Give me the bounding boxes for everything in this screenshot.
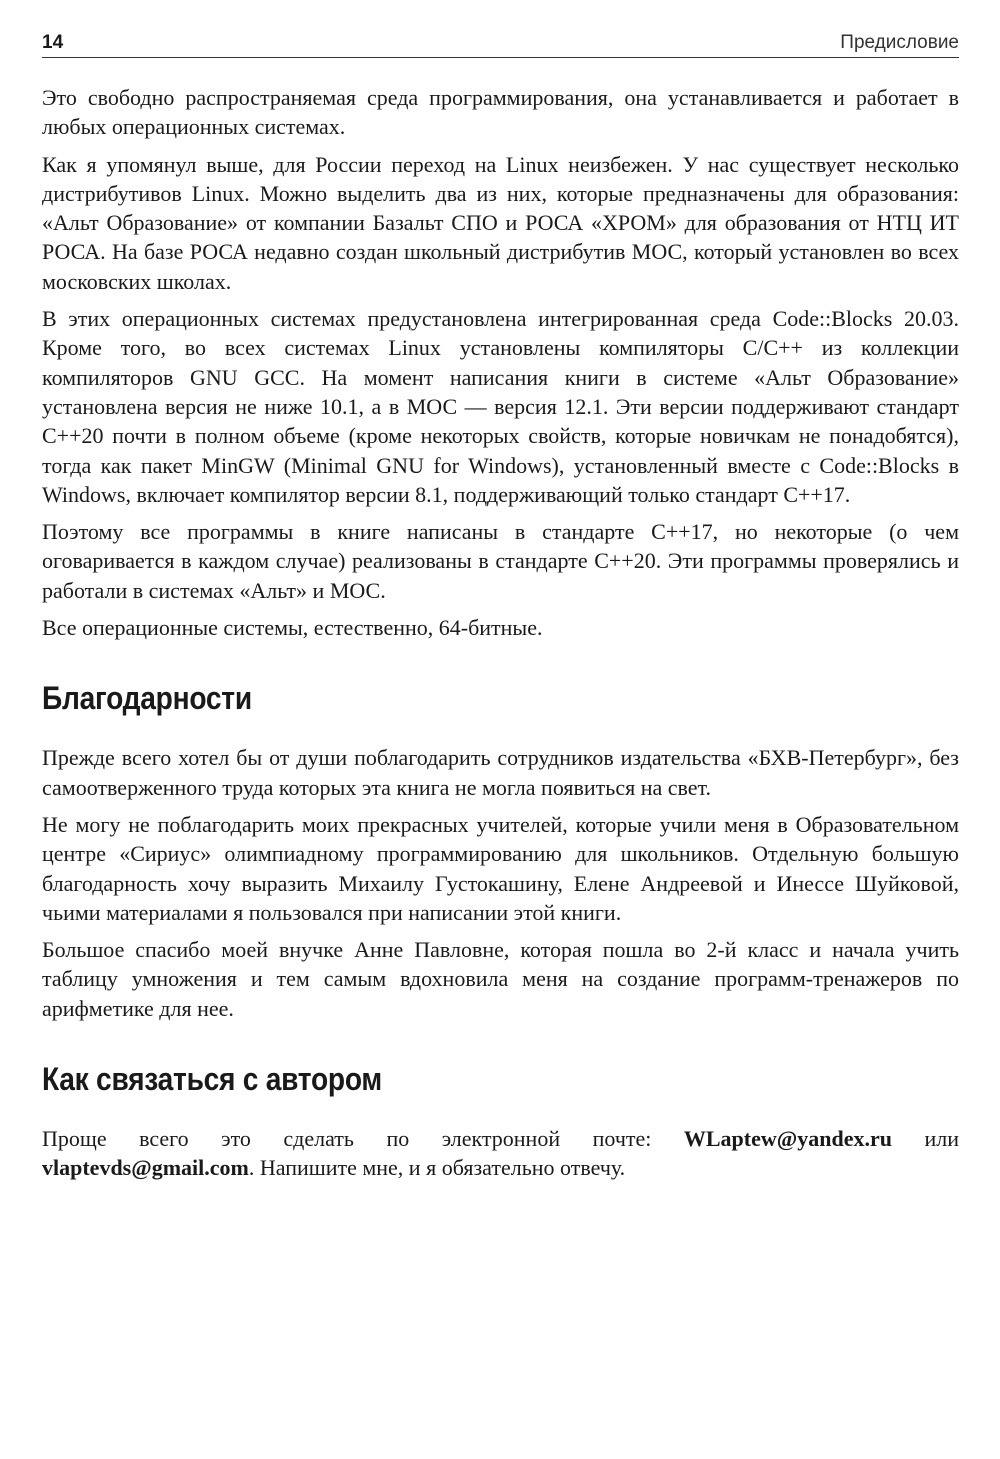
body-paragraph: Большое спасибо моей внучке Анне Павловне, которая пошла во 2-й класс и начала учить таблицу умножения и тем самым вдохновила меня на создание программ-тренажеров по арифметике для нее. [42,937,959,1021]
contact-paragraph [42,1124,959,1183]
body-paragraph: Прежде всего хотел бы от души поблагодарить сотрудников издательства «БХВ-Петербург», без самоотверженного труда которых эта книга не могла появиться на свет. [42,745,959,800]
body-paragraph: Как я упомянул выше, для России переход на Linux неизбежен. У нас существует несколько дистрибутивов Linux. Можно выделить два из них, которые предназначены для образования: «Альт Образование» от компании Базальт СПО и РОСА «ХРОМ» для образования от НТЦ ИТ РОСА. На базе РОСА недавно создан школьный дистрибутив МОС, который установлен во всех московских школах. [42,151,959,294]
section-heading-contact: Как связаться с автором [42,1061,382,1098]
body-paragraph: В этих операционных системах предустановлена интегрированная среда Code::Blocks 20.03. Кроме того, во всех системах Linux установлены компиляторы C/C++ из коллекции компиляторов GNU GCC. На момент написания книги в системе «Альт Образование» установлена версия не ниже 10.1, а в МОС — версия 12.1. Эти версии поддерживают стандарт C++20 почти в полном объеме (кроме некоторых свойств, которые новичкам не понадобятся), тогда как пакет MinGW (Minimal GNU for Windows), установленный вместе с Code::Blocks в Windows, включает компилятор версии 8.1, поддерживающий только стандарт C++17. [42,306,959,507]
body-paragraph: Это свободно распространяемая среда программирования, она устанавливается и работает в любых операционных системах. [42,85,959,140]
email-link-gmail[interactable]: vlaptevds@gmail.com [42,1155,249,1181]
body-paragraph: Все операционные системы, естественно, 64-битные. [42,615,543,641]
contact-text-after: . Напишите мне, и я обязательно отвечу. [248,1155,626,1181]
body-paragraph: Поэтому все программы в книге написаны в стандарте C++17, но некоторые (о чем оговаривается в каждом случае) реализованы в стандарте C++20. Эти программы проверялись и работали в системах «Альт» и МОС. [42,519,959,603]
page-number: 14 [42,32,64,53]
section-heading-thanks: Благодарности [42,680,252,717]
email-link-yandex[interactable]: WLaptew@yandex.ru [683,1126,892,1152]
running-section-title: Предисловие [840,32,959,53]
contact-text-before: Проще всего это сделать по электронной почте: [42,1126,684,1152]
body-paragraph: Не могу не поблагодарить моих прекрасных учителей, которые учили меня в Образовательном центре «Сириус» олимпиадному программированию для школьников. Отдельную большую благодарность хочу выразить Михаилу Густокашину, Елене Андреевой и Инессе Шуйковой, чьими материалами я пользовался при написании этой книги. [42,811,959,925]
page-content [42,83,959,1183]
contact-text-between: или [891,1126,959,1152]
running-header [42,26,959,58]
book-page [42,26,959,1191]
